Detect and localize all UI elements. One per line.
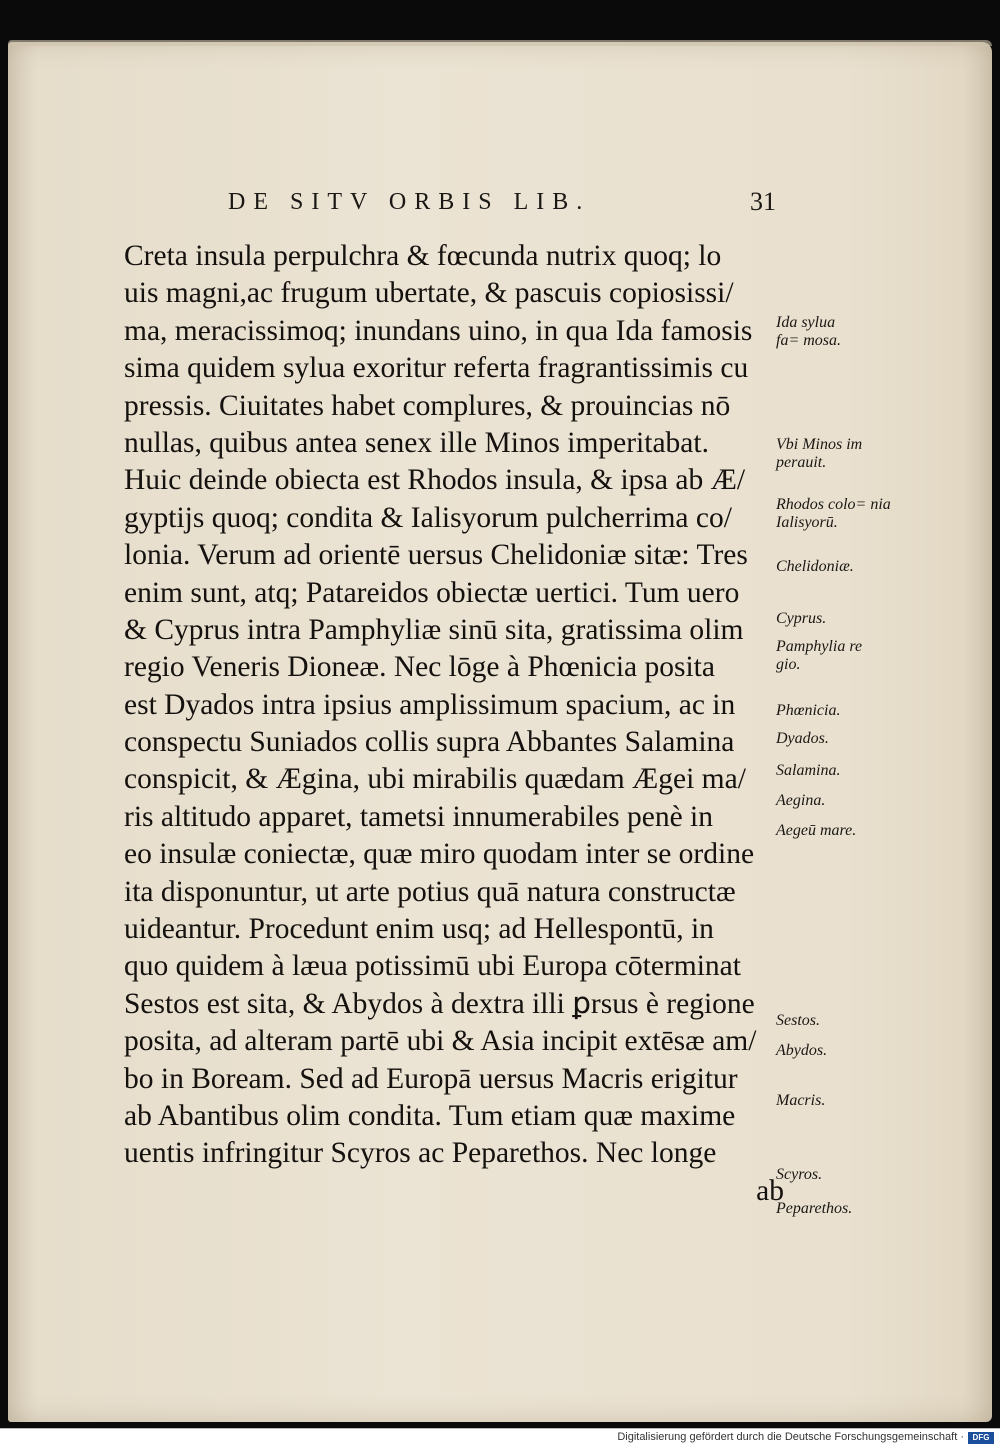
text-line: uentis infringitur Scyros ac Peparethos. Nec longe <box>124 1137 717 1170</box>
text-line: uis magni,ac frugum ubertate, & pascuis copiosissi/ <box>124 277 734 310</box>
page-edge <box>8 40 992 46</box>
sidenote: Abydos. <box>776 1042 828 1059</box>
running-head-title: DE SITV ORBIS LIB. <box>228 188 591 215</box>
footer-bar <box>0 1428 1000 1448</box>
text-line: lonia. Verum ad orientē uersus Chelidoniæ sitæ: Tres <box>124 539 748 572</box>
text-line: nullas, quibus antea senex ille Minos imperitabat. <box>124 426 709 459</box>
text-line: uideantur. Procedunt enim usq; ad Hellespontū, in <box>124 913 714 946</box>
text-line: ma, meracissimoq; inundans uino, in qua Ida famosis <box>124 314 753 347</box>
text-line: posita, ad alteram partē ubi & Asia incipit extēsæ am/ <box>124 1025 757 1058</box>
text-line: Huic deinde obiecta est Rhodos insula, & ipsa ab Æ/ <box>124 464 746 497</box>
text-line: sima quidem sylua exoritur referta fragrantissimis cu <box>124 352 749 385</box>
dfg-logo: DFG <box>968 1432 994 1444</box>
text-line: regio Veneris Dioneæ. Nec lōge à Phœnicia posita <box>124 651 715 684</box>
text-line: eo insulæ coniectæ, quæ miro quodam inter se ordine <box>124 838 755 871</box>
text-line: Creta insula perpulchra & fœcunda nutrix quoq; lo <box>124 240 722 272</box>
sidenote: Ida sylua fa= mosa. <box>776 314 842 349</box>
sidenote: Aegina. <box>776 792 826 809</box>
text-line: bo in Boream. Sed ad Europā uersus Macris erigitur <box>124 1062 738 1095</box>
text-line: conspectu Suniados collis supra Abbantes Salamina <box>124 726 735 759</box>
text-line: Sestos est sita, & Abydos à dextra illi ꝑrsus è regione <box>124 987 755 1020</box>
running-head <box>228 182 776 222</box>
footer-funding-text: Digitalisierung gefördert durch die Deutsche Forschungsgemeinschaft · <box>617 1431 964 1443</box>
sidenote: Pamphylia re gio. <box>776 638 863 673</box>
catchword: ab <box>756 1174 784 1207</box>
text-line: ita disponuntur, ut arte potius quā natura constructæ <box>124 875 736 908</box>
sidenote: Dyados. <box>776 730 829 747</box>
text-line: est Dyados intra ipsius amplissimum spacium, ac in <box>124 688 736 721</box>
main-text-block <box>124 238 784 1210</box>
text-line: quo quidem à læua potissimū ubi Europa cōterminat <box>124 950 741 983</box>
sidenote: Peparethos. <box>776 1200 853 1217</box>
sidenote: Sestos. <box>776 1012 820 1029</box>
sidenote: Rhodos colo= nia Ialisyorū. <box>776 496 891 531</box>
sidenote: Macris. <box>776 1092 826 1109</box>
sidenote: Scyros. <box>776 1166 823 1183</box>
text-line: pressis. Ciuitates habet complures, & prouincias nō <box>124 389 731 422</box>
text-line: enim sunt, atq; Patareidos obiectæ uertici. Tum uero <box>124 576 740 609</box>
text-line: & Cyprus intra Pamphyliæ sinū sita, gratissima olim <box>124 613 744 646</box>
page-number: 31 <box>750 187 776 216</box>
sidenote: Vbi Minos im perauit. <box>776 436 863 471</box>
text-line: ab Abantibus olim condita. Tum etiam quæ maxime <box>124 1099 736 1132</box>
text-line: gyptijs quoq; condita & Ialisyorum pulcherrima co/ <box>124 501 732 534</box>
sidenote: Chelidoniæ. <box>776 558 854 575</box>
text-line: ris altitudo apparet, tametsi innumerabiles penè in <box>124 800 714 833</box>
sidenote: Aegeū mare. <box>776 822 857 839</box>
sidenote: Phœnicia. <box>776 702 841 719</box>
sidenote: Cyprus. <box>776 610 827 627</box>
text-line: conspicit, & Ægina, ubi mirabilis quædam Ægei ma/ <box>124 763 746 796</box>
sidenote: Salamina. <box>776 762 841 779</box>
